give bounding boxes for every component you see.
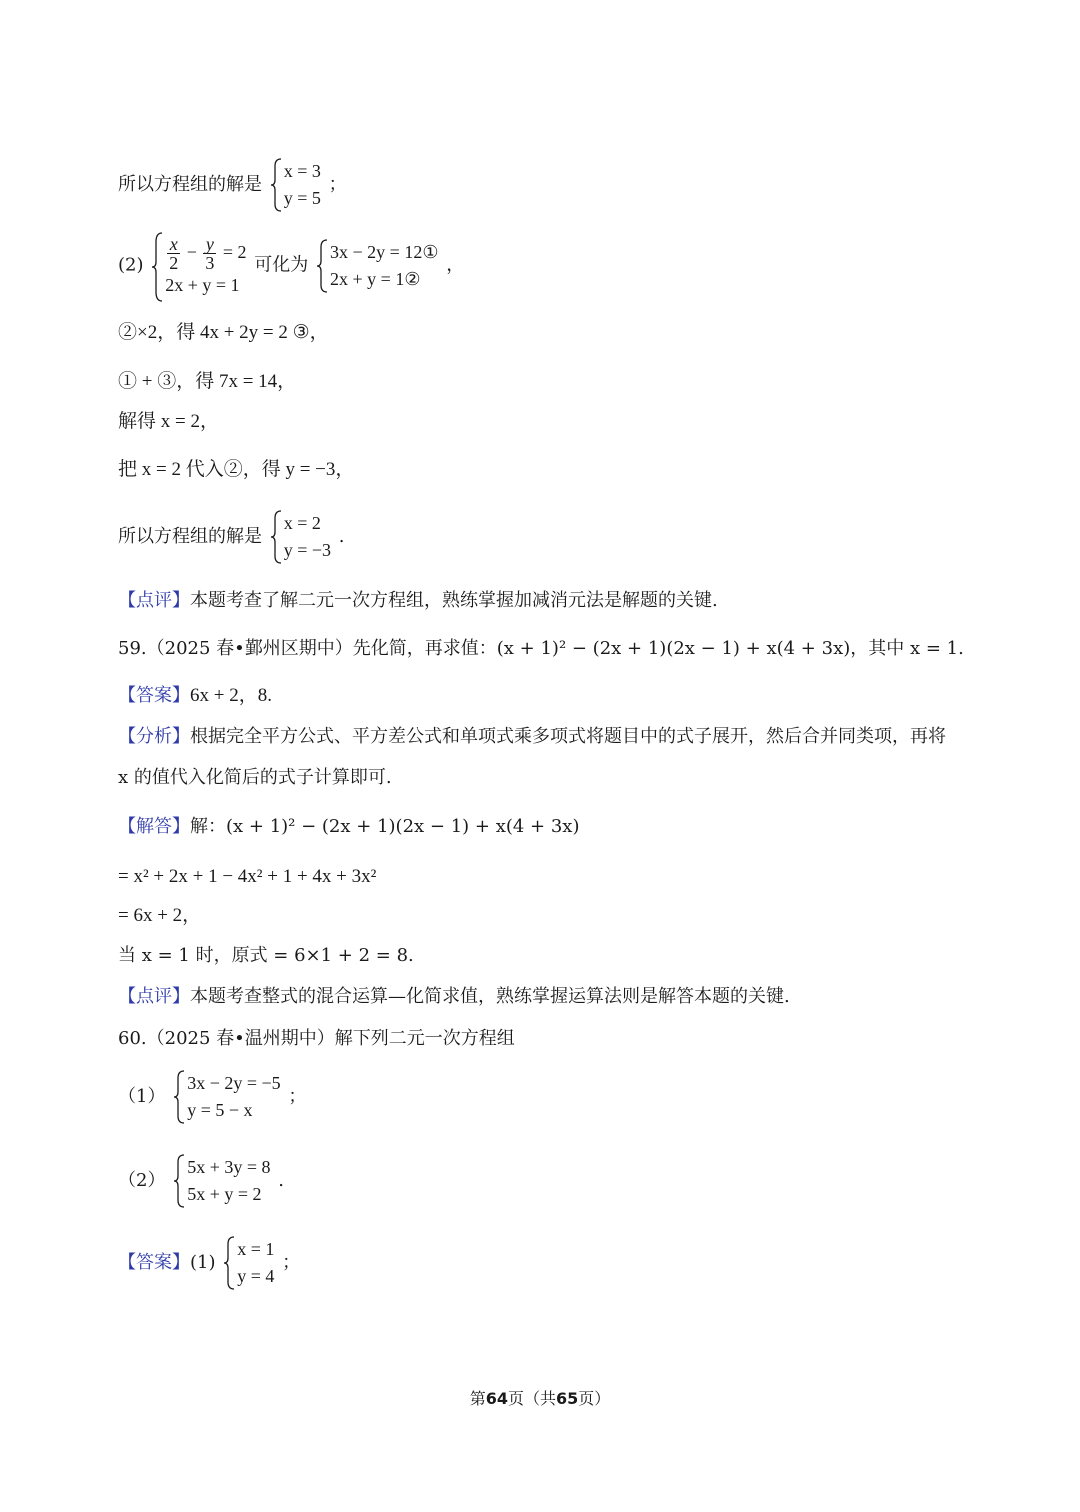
punct: ；	[288, 1086, 307, 1107]
analysis-line-cont: x 的值代入化简后的式子计算即可.	[118, 767, 392, 788]
item-number: （1）	[118, 1086, 166, 1107]
equation-row: 3x − 2y = 12①	[330, 241, 439, 262]
brace-icon	[270, 158, 282, 212]
fraction: $\frac{x}{2}$	[169, 234, 179, 274]
analysis-line	[118, 724, 946, 750]
comment-text: 本题考查了解二元一次方程组，熟练掌握加减消元法是解题的关键.	[190, 590, 718, 611]
solution-line-3	[118, 510, 345, 564]
answer-tag: 【答案】	[118, 685, 190, 706]
item-number: (1)	[190, 1252, 216, 1273]
footer-text: 第	[469, 1389, 486, 1408]
comment-line	[118, 984, 790, 1010]
equation-system	[270, 510, 331, 564]
punct: .	[278, 1170, 284, 1191]
item-number: (2)	[118, 254, 144, 276]
page-footer	[0, 1386, 1080, 1409]
analysis-text: 根据完全平方公式、平方差公式和单项式乘多项式将题目中的式子展开，然后合并同类项，再将	[190, 726, 946, 747]
equation-row: 2x + y = 1②	[330, 268, 421, 289]
brace-icon	[270, 510, 282, 564]
brace-icon	[223, 1236, 235, 1290]
equation-system: $\frac{x}{2}$ − $\frac{y}{3}$ = 2 2x + y = 1	[151, 232, 246, 299]
brace-icon	[173, 1070, 185, 1124]
footer-text: 页）	[578, 1389, 611, 1408]
punct: ；	[328, 174, 347, 195]
equation-row: 5x + 3y = 8	[187, 1157, 271, 1177]
step-line: 当 x = 1 时，原式 = 6×1 + 2 = 8.	[118, 945, 414, 966]
brace-icon	[151, 232, 163, 302]
step-line: ① + ③，得 7x = 14，	[118, 371, 297, 392]
punct: ；	[282, 1252, 301, 1273]
brace-icon	[173, 1154, 185, 1208]
equation-row: y = −3	[283, 540, 332, 560]
question-60-part-2	[118, 1154, 284, 1208]
equation-tail: = 2	[222, 242, 247, 262]
question-60-part-1	[118, 1070, 306, 1124]
answer-line	[118, 683, 272, 709]
equation-row: y = 5	[283, 188, 321, 208]
item-number: （2）	[118, 1170, 166, 1191]
equation-system	[316, 239, 438, 293]
page-number: 64	[485, 1389, 508, 1408]
footer-text: 页（共	[507, 1389, 556, 1408]
equation-system	[173, 1070, 280, 1124]
step-line: = 6x + 2，	[118, 905, 202, 926]
equation-row: y = 4	[237, 1266, 275, 1286]
equation-system	[270, 158, 321, 212]
page-total: 65	[556, 1389, 579, 1408]
equation-row: x = 3	[283, 161, 321, 181]
brace-icon	[316, 239, 328, 293]
text: 所以方程组的解是	[118, 526, 262, 547]
solution-line-1	[118, 158, 347, 212]
equation-row: x = 2	[283, 513, 321, 533]
equation-row: 3x − 2y = −5	[187, 1073, 281, 1093]
step-line: ②×2，得 4x + 2y = 2 ③，	[118, 322, 329, 343]
solution-line-2	[118, 232, 464, 299]
comment-tag: 【点评】	[118, 590, 190, 611]
equation-row: 5x + y = 2	[187, 1184, 262, 1204]
step-line: = x² + 2x + 1 − 4x² + 1 + 4x + 3x²	[118, 866, 377, 887]
equation-row: 2x + y = 1	[165, 275, 240, 296]
equation-row: x = 1	[237, 1239, 275, 1259]
question-59: 59.（2025 春•鄞州区期中）先化简，再求值：(x + 1)² − (2x + 1)(2x − 1) + x(4 + 3x)，其中 x = 1.	[118, 638, 964, 659]
fraction: $\frac{y}{3}$	[205, 234, 215, 274]
step-line: 把 x = 2 代入②，得 y = −3，	[118, 459, 355, 480]
equation-system	[173, 1154, 270, 1208]
equation-row: y = 5 − x	[187, 1100, 253, 1120]
punct: .	[338, 526, 345, 547]
analysis-tag: 【分析】	[118, 726, 190, 747]
text: 可化为	[254, 254, 309, 276]
punct: ，	[446, 254, 465, 276]
solve-text: 解：(x + 1)² − (2x + 1)(2x − 1) + x(4 + 3x)	[190, 816, 580, 837]
comment-tag: 【点评】	[118, 986, 190, 1007]
answer-text: 6x + 2，8.	[190, 685, 272, 706]
solve-line	[118, 814, 579, 840]
comment-text: 本题考查整式的混合运算—化简求值，熟练掌握运算法则是解答本题的关键.	[190, 986, 790, 1007]
step-line: 解得 x = 2，	[118, 411, 219, 432]
equation-system	[223, 1236, 274, 1290]
answer-tag: 【答案】	[118, 1252, 190, 1273]
solve-tag: 【解答】	[118, 816, 190, 837]
text: 所以方程组的解是	[118, 174, 262, 195]
comment-line	[118, 588, 718, 614]
question-60: 60.（2025 春•温州期中）解下列二元一次方程组	[118, 1028, 515, 1049]
answer-60-part-1	[118, 1236, 300, 1290]
